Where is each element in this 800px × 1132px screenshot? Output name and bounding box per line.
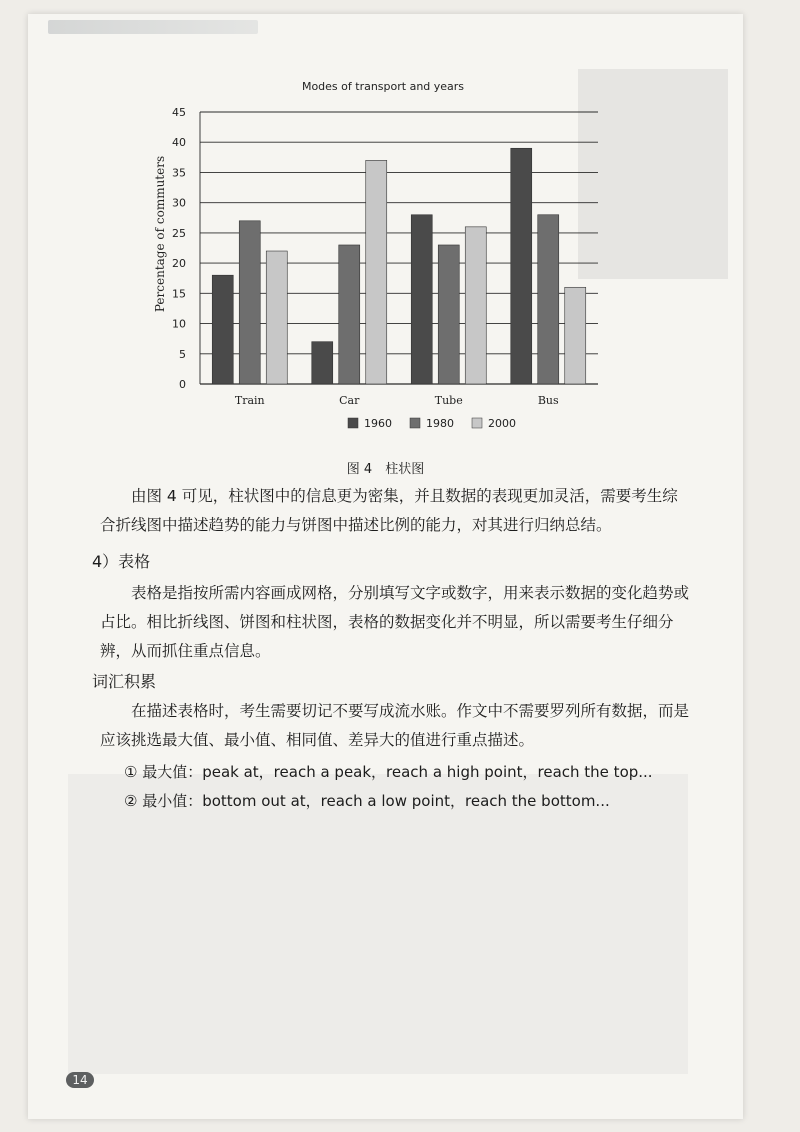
x-tick-label-train: Train — [234, 394, 265, 407]
bar-bus-2000 — [565, 287, 586, 384]
vocabulary-heading: 词汇积累 — [92, 672, 157, 691]
paragraph-table-definition: 表格是指按所需内容画成网格，分别填写文字或数字，用来表示数据的变化趋势或占比。相比折线图、饼图和柱状图，表格的数据变化并不明显，所以需要考生仔细分辨，从而抓住重点信息。 — [100, 584, 690, 660]
figure-caption: 图 4 柱状图 — [346, 462, 425, 477]
paragraph-table-tips: 在描述表格时，考生需要切记不要写成流水账。作文中不需要罗列所有数据，而是应该挑选最大值、最小值、相同值、差异大的值进行重点描述。 — [100, 702, 690, 749]
bar-train-2000 — [266, 251, 287, 384]
legend-label-1960: 1960 — [364, 417, 392, 430]
y-tick-label-10: 10 — [172, 317, 186, 331]
bar-train-1960 — [212, 275, 233, 384]
legend-swatch-1980 — [410, 418, 420, 428]
x-tick-label-car: Car — [339, 394, 360, 407]
y-axis-ticks — [172, 106, 186, 391]
bar-bus-1980 — [538, 215, 559, 384]
list-item-min-value: ② 最小值：bottom out at，reach a low point，reach the bottom... — [124, 792, 610, 810]
bar-chart — [148, 76, 618, 451]
book-page — [28, 14, 743, 1119]
x-axis-labels — [235, 394, 559, 407]
bar-bus-1960 — [511, 148, 532, 384]
chart-bars — [212, 148, 586, 384]
y-axis-label: Percentage of commuters — [153, 155, 167, 313]
y-tick-label-35: 35 — [172, 166, 186, 180]
y-tick-label-15: 15 — [172, 287, 186, 301]
page-number: 14 — [66, 1072, 94, 1088]
chart-legend — [348, 417, 516, 430]
y-tick-label-20: 20 — [172, 257, 186, 271]
bleed-through-text-bottom — [68, 774, 688, 1074]
y-tick-label-40: 40 — [172, 136, 186, 150]
legend-label-1980: 1980 — [426, 417, 454, 430]
y-tick-label-45: 45 — [172, 106, 186, 119]
y-tick-label-30: 30 — [172, 196, 186, 210]
bar-tube-1980 — [438, 245, 459, 384]
x-tick-label-tube: Tube — [434, 394, 463, 407]
paragraph-bar-chart-summary: 由图 4 可见，柱状图中的信息更为密集，并且数据的表现更加灵活，需要考生综合折线图中描述趋势的能力与饼图中描述比例的能力，对其进行归纳总结。 — [100, 487, 678, 534]
bar-tube-1960 — [411, 215, 432, 384]
legend-swatch-2000 — [472, 418, 482, 428]
bar-car-1980 — [339, 245, 360, 384]
chart-title: Modes of transport and years — [301, 80, 465, 93]
bar-train-1980 — [239, 221, 260, 384]
section-heading-table: 4）表格 — [92, 552, 151, 571]
x-tick-label-bus: Bus — [537, 394, 559, 407]
y-tick-label-25: 25 — [172, 226, 186, 240]
legend-label-2000: 2000 — [488, 417, 516, 430]
list-item-max-value: ① 最大值：peak at，reach a peak，reach a high point，reach the top... — [124, 763, 653, 781]
bar-car-1960 — [312, 342, 333, 384]
legend-swatch-1960 — [348, 418, 358, 428]
bar-tube-2000 — [465, 227, 486, 384]
header-bleed-through — [48, 20, 258, 34]
bar-car-2000 — [366, 160, 387, 384]
y-tick-label-5: 5 — [179, 347, 186, 361]
y-tick-label-0: 0 — [179, 378, 186, 391]
